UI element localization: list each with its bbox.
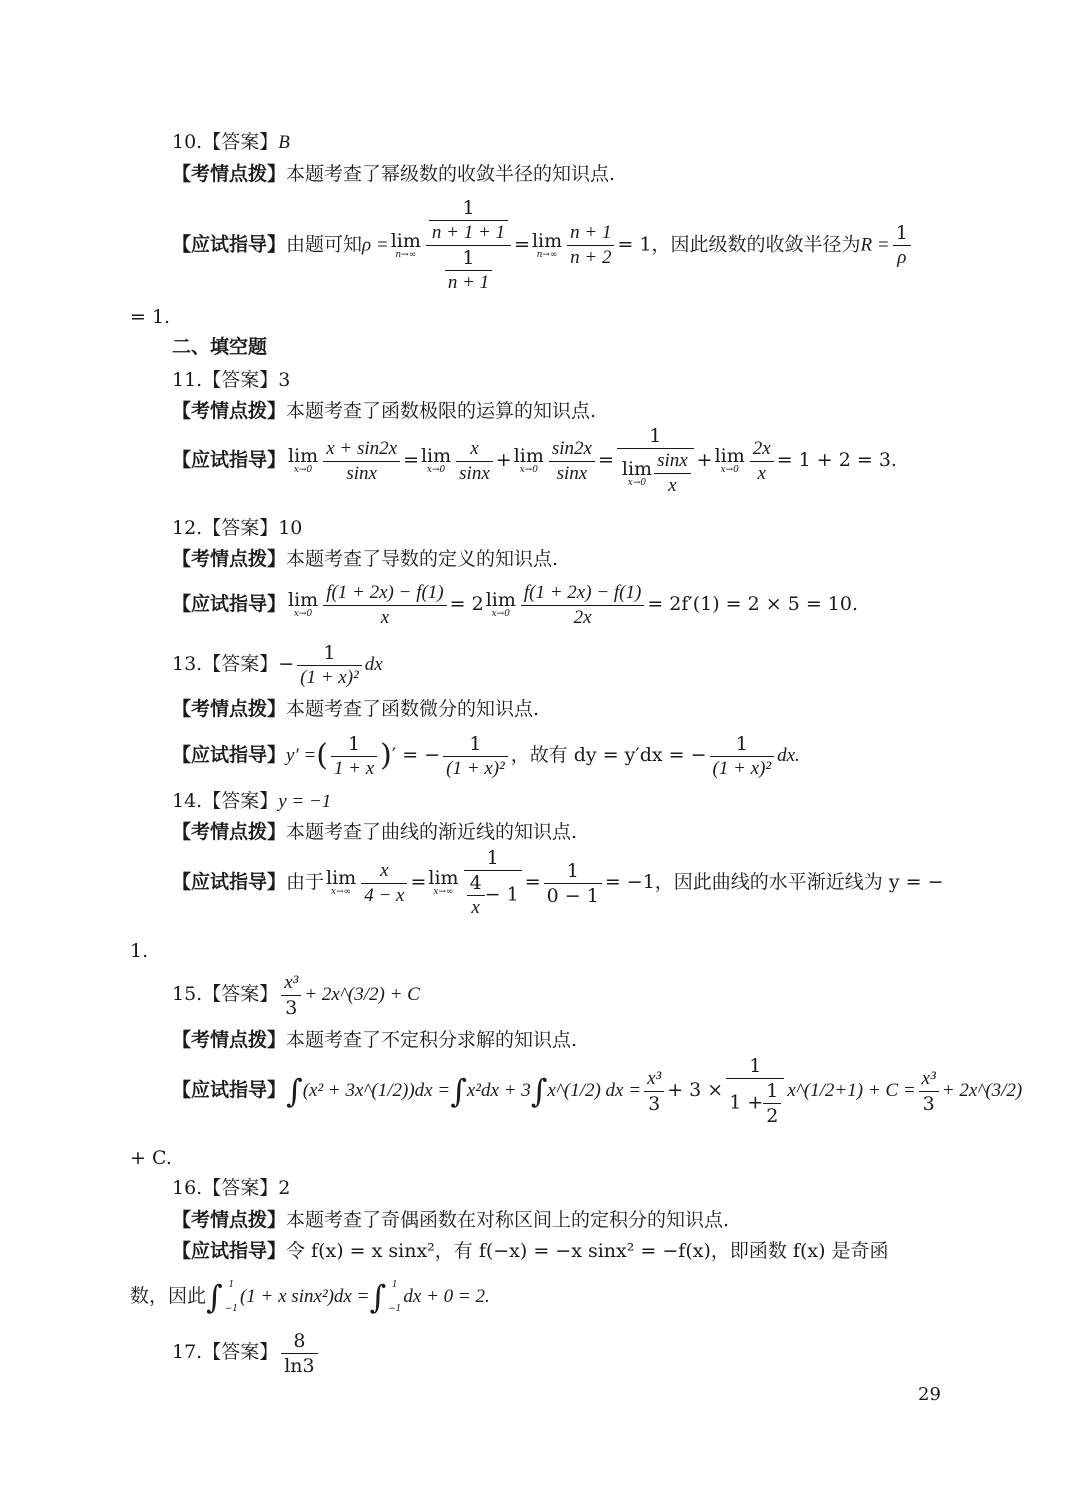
q15-continuation: + C. bbox=[130, 1147, 172, 1169]
rho-symbol: ρ = bbox=[362, 234, 389, 256]
section-heading: 二、填空题 bbox=[172, 336, 268, 358]
q11-analysis-line bbox=[172, 397, 596, 425]
answer-label: 13.【答案】 bbox=[172, 653, 279, 675]
guide-label: 【应试指导】 bbox=[172, 871, 287, 893]
integral-sign: ∫ bbox=[286, 1072, 303, 1110]
q16-continuation: 数，因此∫ 1 −1 (1 + x sinx²)dx =∫ 1 −1 dx + 0 = 2. bbox=[130, 1278, 490, 1316]
answer-value: y = −1 bbox=[278, 791, 332, 812]
guide-label: 【应试指导】 bbox=[172, 1079, 287, 1101]
q16-analysis-line bbox=[172, 1206, 729, 1234]
q14-continuation: 1. bbox=[130, 940, 149, 962]
q11-guide-line: 【应试指导】 lim x→0 $\frac{x + \sin 2x}{\sin x}$ = lim x→0 $\frac{x}{\sin x}$ + lim x→0 $\frac{\sin 2x}{\sin x}$ = 1 lim x→0 $\frac{\sin x}{x}$ + lim x→0 $\frac{2x}{x}$ = 1 + 2 = 3. bbox=[172, 425, 897, 496]
q14-analysis-line bbox=[172, 818, 577, 846]
guide-label: 【应试指导】 bbox=[172, 233, 287, 256]
limit-operator: lim n→∞ bbox=[531, 229, 563, 260]
guide-label: 【应试指导】 bbox=[172, 449, 287, 471]
q15-guide-line: 【应试指导】∫(x² + 3x^(1/2))dx =∫x²dx + 3∫x^(1/2) dx = $\frac{\text{x³}}{3}$ + 3 × 1 1 + $\frac{1}{2}$ x^(1/2+1) + C = $\frac{\text{x³}}{3}$ + 2x^(3/2) bbox=[172, 1055, 1023, 1127]
left-paren: ( bbox=[316, 738, 328, 773]
integral-sign: ∫ bbox=[206, 1278, 223, 1316]
integral-sign: ∫ bbox=[530, 1072, 548, 1110]
analysis-text: 本题考查了不定积分求解的知识点. bbox=[286, 1029, 578, 1051]
q14-answer-line bbox=[172, 787, 331, 816]
analysis-label: 【考情点拨】 bbox=[172, 1029, 287, 1051]
answer-label: 15.【答案】 bbox=[172, 983, 279, 1005]
right-paren: ) bbox=[380, 738, 392, 773]
q15-answer-line: 15.【答案】 $\frac{\text{x³}}{3}$ + 2x^(3/2) + C bbox=[172, 971, 420, 1019]
page-number: 29 bbox=[918, 1384, 941, 1405]
integral-sign: ∫ bbox=[369, 1278, 387, 1316]
answer-label: 16.【答案】 bbox=[172, 1177, 279, 1199]
guide-text: 由题可知 bbox=[286, 233, 363, 256]
integral-sign: ∫ bbox=[450, 1072, 467, 1110]
q17-answer-line: 17.【答案】 $\frac{8}{\ln 3}$ bbox=[172, 1326, 321, 1378]
compound-fraction: $\frac{\frac{1}{n + 1 + 1}}{\frac{1}{n + 1}}$ bbox=[426, 196, 511, 295]
q11-answer-line bbox=[172, 366, 290, 394]
analysis-label: 【考情点拨】 bbox=[172, 163, 287, 185]
answer-label: 14.【答案】 bbox=[172, 790, 279, 812]
q12-answer-line bbox=[172, 514, 302, 542]
q15-analysis-line bbox=[172, 1026, 577, 1054]
q10-continuation: = 1. bbox=[130, 306, 171, 328]
analysis-label: 【考情点拨】 bbox=[172, 821, 287, 843]
analysis-label: 【考情点拨】 bbox=[172, 400, 287, 422]
q10-guide-line: 【应试指导】由题可知ρ = lim n→∞ $\frac{\frac{1}{n + 1 + 1}}{\frac{1}{n + 1}}$ = lim n→∞ $\frac{n + 1}{n + 2}$ = 1，因此级数的收敛半径为R = $\frac{1}{\rho}$ bbox=[172, 196, 914, 295]
q12-analysis-line bbox=[172, 545, 558, 573]
answer-label: 17.【答案】 bbox=[172, 1341, 279, 1363]
q16-guide-line: 【应试指导】令 f(x) = x sinx²，有 f(−x) = −x sinx² = −f(x)，即函数 f(x) 是奇函 bbox=[172, 1240, 889, 1262]
guide-label: 【应试指导】 bbox=[172, 744, 287, 766]
analysis-text: 本题考查了幂级数的收敛半径的知识点. bbox=[286, 163, 616, 185]
answer-label: 11.【答案】 bbox=[172, 369, 279, 391]
analysis-text: 本题考查了函数极限的运算的知识点. bbox=[286, 400, 597, 422]
q13-analysis-line bbox=[172, 695, 539, 723]
fraction: $\frac{n + 1}{n + 2}$ bbox=[567, 221, 614, 270]
q10-answer-line bbox=[172, 128, 290, 157]
analysis-label: 【考情点拨】 bbox=[172, 1209, 287, 1231]
analysis-text: 本题考查了导数的定义的知识点. bbox=[286, 548, 559, 570]
q13-guide-line: 【应试指导】y′ =( $\frac{1}{1 + x}$ )′ = − $\frac{1}{\text{(1 + x)²}}$ ，故有 dy = y′dx = − $\frac{1}{\text{(1 + x)²}}$ dx. bbox=[172, 732, 800, 779]
q13-answer-line: 13.【答案】− $\frac{1}{\text{(1 + x)²}}$ dx bbox=[172, 641, 383, 688]
answer-label: 12.【答案】 bbox=[172, 517, 279, 539]
guide-label: 【应试指导】 bbox=[172, 593, 287, 615]
limit-operator: lim n→∞ bbox=[390, 229, 421, 260]
answer-value: 3 bbox=[278, 369, 291, 391]
q16-answer-line bbox=[172, 1174, 290, 1202]
analysis-label: 【考情点拨】 bbox=[172, 548, 287, 570]
answer-value: B bbox=[278, 132, 290, 153]
q10-analysis-line bbox=[172, 160, 615, 188]
answer-label: 10.【答案】 bbox=[172, 131, 279, 153]
answer-value: 10 bbox=[278, 517, 303, 539]
answer-value: 2 bbox=[278, 1177, 291, 1199]
q12-guide-line: 【应试指导】 lim x→0 $\frac{f(1 + 2x) - f(1)}{x}$ = 2 lim x→0 $\frac{f(1 + 2x) - f(1)}{2x}$ = 2f′(1) = 2 × 5 = 10. bbox=[172, 581, 859, 628]
analysis-text: 本题考查了曲线的渐近线的知识点. bbox=[286, 821, 578, 843]
analysis-label: 【考情点拨】 bbox=[172, 698, 287, 720]
fraction: $\frac{1}{\rho}$ bbox=[893, 221, 911, 270]
analysis-text: 本题考查了函数微分的知识点. bbox=[286, 698, 540, 720]
analysis-text: 本题考查了奇偶函数在对称区间上的定积分的知识点. bbox=[286, 1209, 730, 1231]
q14-guide-line: 【应试指导】由于 lim x→∞ $\frac{x}{4 - x}$ = lim x→∞ 1 $\frac{4}{x}$ − 1 = $\frac{1}{0 - 1}$ = −1，因此曲线的水平渐近线为 y = − bbox=[172, 847, 944, 918]
guide-label: 【应试指导】 bbox=[172, 1240, 287, 1262]
